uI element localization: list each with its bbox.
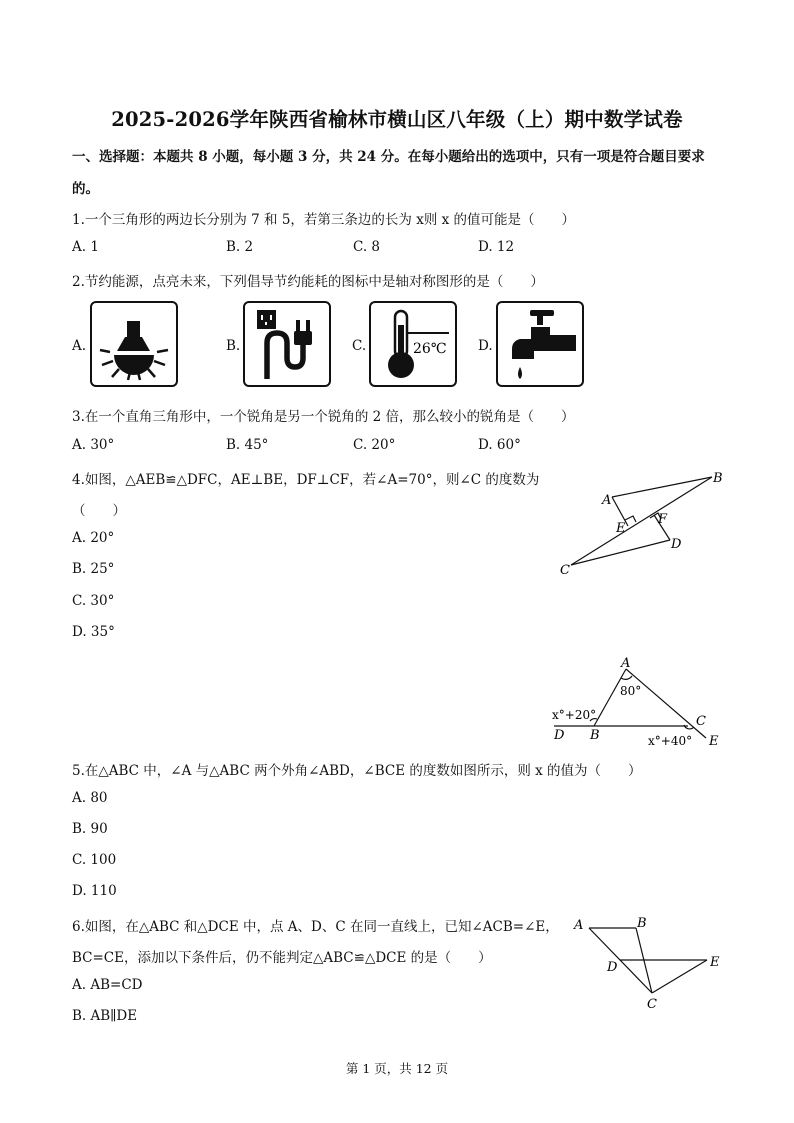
- q3-option-b: B. 45°: [226, 437, 269, 453]
- q3-option-c: C. 20°: [353, 437, 396, 453]
- q4-option-a: A. 20°: [72, 530, 115, 546]
- q4-option-d: D. 35°: [72, 624, 115, 640]
- q4-triangle-figure: [555, 466, 730, 581]
- q2-option-d-label: D.: [478, 338, 493, 354]
- q5-option-b: B. 90: [72, 821, 108, 837]
- water-tap-icon: [496, 301, 584, 387]
- q5-option-d: D. 110: [72, 883, 117, 899]
- q6-option-b: B. AB∥DE: [72, 1008, 138, 1024]
- q5-label-e: E: [709, 734, 719, 749]
- question-1-stem: 1.一个三角形的两边长分别为 7 和 5，若第三条边的长为 x则 x 的值可能是（ ）: [72, 212, 576, 228]
- q6-label-c: C: [647, 997, 657, 1012]
- q3-option-a: A. 30°: [72, 437, 115, 453]
- thermometer-reading: 26℃: [413, 341, 447, 357]
- q2-option-a-label: A.: [72, 338, 87, 354]
- q5-label-a: A: [621, 656, 631, 671]
- q6-option-a: A. AB=CD: [72, 977, 143, 993]
- q6-triangle-figure: [570, 912, 730, 1012]
- question-3-stem: 3.在一个直角三角形中，一个锐角是另一个锐角的 2 倍，那么较小的锐角是（ ）: [72, 409, 575, 425]
- q1-option-d: D. 12: [478, 239, 515, 255]
- question-2-stem: 2.节约能源，点亮未来，下列倡导节约能耗的图标中是轴对称图形的是（ ）: [72, 274, 544, 290]
- plug-socket-icon: [243, 301, 331, 387]
- q5-angle-a: 80°: [620, 684, 642, 698]
- section-heading-line1: 一、选择题：本题共 8 小题，每小题 3 分，共 24 分。在每小题给出的选项中，只有一项是符合题目要求: [72, 149, 705, 165]
- q6-label-d: D: [607, 960, 618, 975]
- q5-option-a: A. 80: [72, 790, 108, 806]
- q6-label-b: B: [637, 916, 647, 931]
- q1-option-b: B. 2: [226, 239, 254, 255]
- q2-option-b-label: B.: [226, 338, 241, 354]
- q5-angle-b: x°+20°: [552, 708, 597, 722]
- q4-label-f: F: [658, 512, 668, 527]
- q5-label-b: B: [590, 728, 600, 743]
- page-footer: 第 1 页，共 12 页: [345, 1061, 449, 1076]
- page-title: 2025-2026学年陕西省榆林市横山区八年级（上）期中数学试卷: [111, 108, 683, 131]
- q5-triangle-figure: [548, 655, 728, 750]
- q4-option-b: B. 25°: [72, 561, 115, 577]
- q4-label-a: A: [602, 493, 612, 508]
- question-6-stem: 6.如图，在△ABC 和△DCE 中，点 A、D、C 在同一直线上，已知∠ACB=∠E，: [72, 919, 559, 935]
- thermometer-icon: [369, 301, 457, 387]
- q6-label-a: A: [574, 918, 584, 933]
- light-bulb-icon: [90, 301, 178, 387]
- question-5-stem: 5.在△ABC 中，∠A 与△ABC 两个外角∠ABD，∠BCE 的度数如图所示，则 x 的值为（ ）: [72, 763, 642, 779]
- q5-option-c: C. 100: [72, 852, 117, 868]
- question-6-stem-cont: BC=CE，添加以下条件后，仍不能判定△ABC≌△DCE 的是（ ）: [72, 950, 492, 966]
- q5-angle-c: x°+40°: [648, 734, 693, 748]
- q5-label-d: D: [554, 728, 565, 743]
- question-4-stem-cont: （ ）: [72, 503, 126, 519]
- q1-option-c: C. 8: [353, 239, 381, 255]
- q4-option-c: C. 30°: [72, 593, 115, 609]
- section-heading-line2: 的。: [72, 181, 99, 197]
- q3-option-d: D. 60°: [478, 437, 521, 453]
- q4-label-d: D: [671, 537, 682, 552]
- q6-label-e: E: [710, 955, 720, 970]
- q5-label-c: C: [696, 714, 706, 729]
- q4-label-b: B: [713, 471, 723, 486]
- q4-label-e: E: [616, 521, 626, 536]
- q2-option-c-label: C.: [352, 338, 367, 354]
- q4-label-c: C: [560, 563, 570, 578]
- question-4-stem: 4.如图，△AEB≌△DFC，AE⊥BE，DF⊥CF，若∠A=70°，则∠C 的度数为: [72, 472, 540, 488]
- q1-option-a: A. 1: [72, 239, 99, 255]
